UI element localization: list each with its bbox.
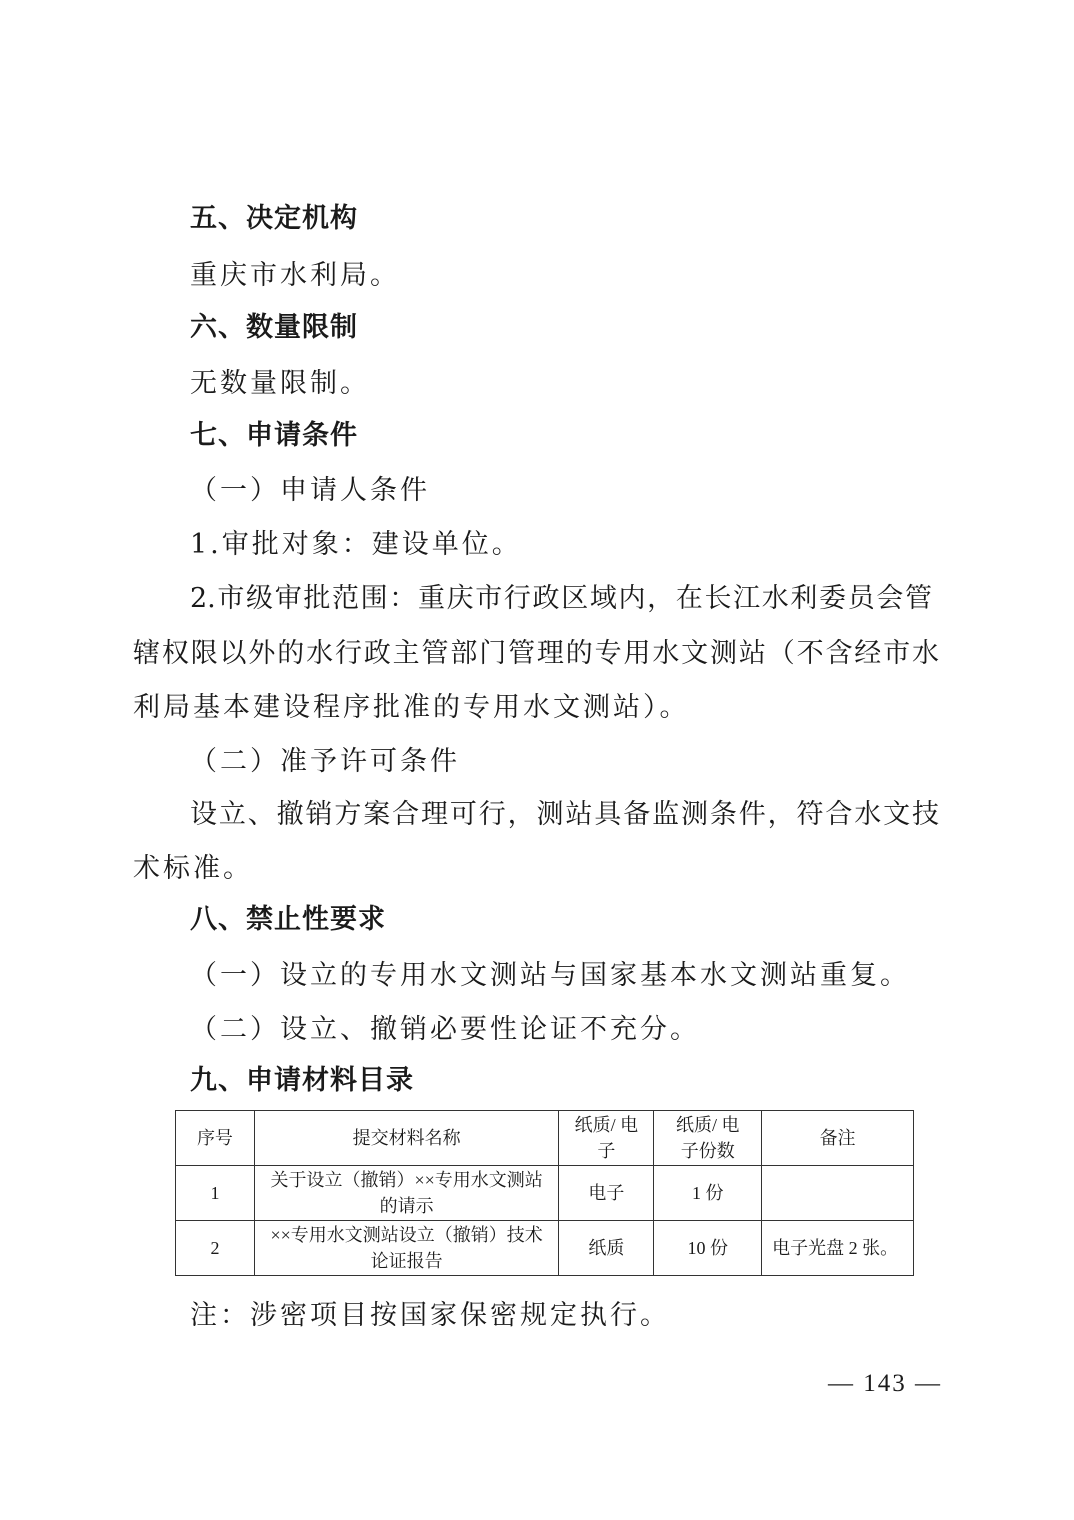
row-name-line2: 的请示 [379, 1196, 434, 1216]
section-heading-8: 八、禁止性要求 [190, 904, 386, 935]
page-number: — 143 — [828, 1370, 942, 1397]
row-name-line1: 关于设立（撤销）××专用水文测站 [270, 1170, 543, 1190]
header-type-line2: 子 [597, 1141, 616, 1161]
section-heading-6: 六、数量限制 [190, 312, 358, 343]
item-scope-line1: 2.市级审批范围：重庆市行政区域内，在长江水利委员会管 [190, 583, 932, 614]
row-remark: 电子光盘 2 张。 [762, 1221, 914, 1276]
prohibition-2: （二）设立、撤销必要性论证不充分。 [190, 1014, 700, 1045]
table-header-row [176, 1111, 914, 1166]
header-type [559, 1111, 654, 1166]
row-type: 纸质 [559, 1221, 654, 1276]
item-scope-line2: 辖权限以外的水行政主管部门管理的专用水文测站（不含经市水 [133, 638, 939, 669]
subheading-license-conditions: （二）准予许可条件 [190, 746, 460, 777]
header-copies-line1: 纸质/ 电 [675, 1115, 740, 1135]
section-heading-5: 五、决定机构 [190, 203, 358, 234]
row-seq: 1 [176, 1166, 255, 1221]
materials-table [175, 1110, 914, 1276]
header-copies-line2: 子份数 [680, 1141, 735, 1161]
prohibition-1: （一）设立的专用水文测站与国家基本水文测站重复。 [190, 960, 910, 991]
section-body-6: 无数量限制。 [190, 368, 370, 399]
header-name: 提交材料名称 [254, 1111, 559, 1166]
row-name [254, 1221, 559, 1276]
table-row [176, 1221, 914, 1276]
row-type: 电子 [559, 1166, 654, 1221]
row-seq: 2 [176, 1221, 255, 1276]
subheading-applicant: （一）申请人条件 [190, 475, 430, 506]
table-row [176, 1166, 914, 1221]
header-remark: 备注 [762, 1111, 914, 1166]
conditions-line2: 术标准。 [133, 853, 253, 884]
section-heading-9: 九、申请材料目录 [190, 1065, 414, 1096]
header-seq: 序号 [176, 1111, 255, 1166]
row-copies: 1 份 [654, 1166, 762, 1221]
row-name-line2: 论证报告 [370, 1251, 443, 1271]
row-remark [762, 1166, 914, 1221]
item-approval-target: 1.审批对象：建设单位。 [190, 529, 522, 560]
item-scope-line3: 利局基本建设程序批准的专用水文测站）。 [133, 692, 690, 723]
section-heading-7: 七、申请条件 [190, 420, 358, 451]
section-body-5: 重庆市水利局。 [190, 260, 400, 291]
header-copies [654, 1111, 762, 1166]
conditions-line1: 设立、撤销方案合理可行，测站具备监测条件，符合水文技 [190, 799, 939, 830]
header-type-line1: 纸质/ 电 [574, 1115, 639, 1135]
row-name-line1: ××专用水文测站设立（撤销）技术 [270, 1225, 543, 1245]
row-name [254, 1166, 559, 1221]
row-copies: 10 份 [654, 1221, 762, 1276]
confidentiality-note: 注：涉密项目按国家保密规定执行。 [190, 1300, 670, 1331]
